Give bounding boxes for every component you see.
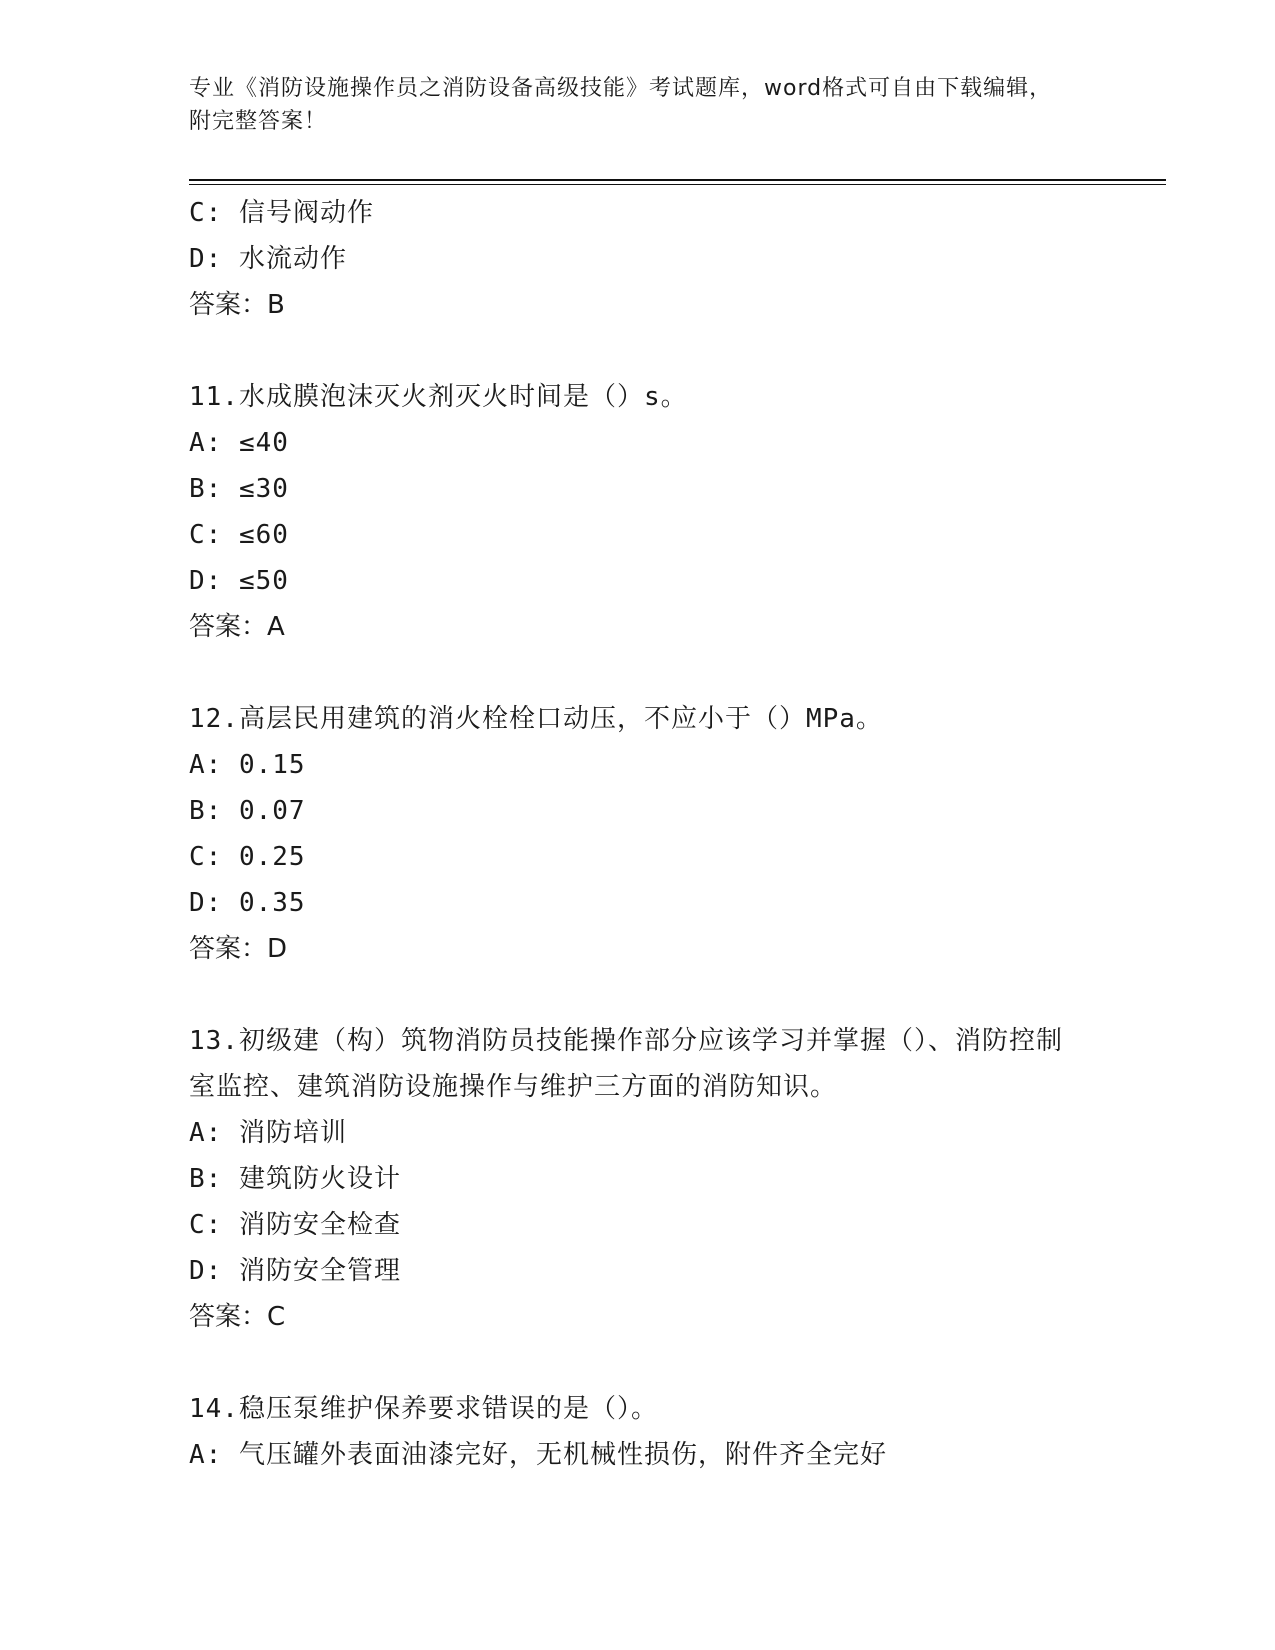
option-d: D: 0.35 bbox=[189, 888, 306, 918]
spacer bbox=[189, 328, 1089, 374]
option-a: A: ≤40 bbox=[189, 428, 289, 458]
answer-line: 答案：C bbox=[189, 1302, 286, 1332]
spacer bbox=[189, 972, 1089, 1018]
question-stem: 11.水成膜泡沫灭火剂灭火时间是（）s。 bbox=[189, 382, 688, 412]
question-list bbox=[189, 190, 1089, 1478]
header-divider-thick bbox=[189, 179, 1166, 181]
answer-line: 答案：B bbox=[189, 290, 285, 320]
option-d: D: 消防安全管理 bbox=[189, 1256, 401, 1286]
question-stem: 13.初级建（构）筑物消防员技能操作部分应该学习并掌握（）、消防控制室监控、建筑消防设施操作与维护三方面的消防知识。 bbox=[189, 1026, 1063, 1102]
question-stem: 12.高层民用建筑的消火栓栓口动压，不应小于（）MPa。 bbox=[189, 704, 883, 734]
option-d: D: ≤50 bbox=[189, 566, 289, 596]
question-stem: 14.稳压泵维护保养要求错误的是（）。 bbox=[189, 1394, 658, 1424]
answer-line: 答案：A bbox=[189, 612, 285, 642]
header-divider-thin bbox=[189, 184, 1166, 185]
option-a: A: 0.15 bbox=[189, 750, 306, 780]
option-b: B: 0.07 bbox=[189, 796, 306, 826]
spacer bbox=[189, 650, 1089, 696]
option-a: A: 消防培训 bbox=[189, 1118, 347, 1148]
spacer bbox=[189, 1340, 1089, 1386]
option-c: C: 0.25 bbox=[189, 842, 306, 872]
option-d: D: 水流动作 bbox=[189, 244, 347, 274]
option-a: A: 气压罐外表面油漆完好，无机械性损伤，附件齐全完好 bbox=[189, 1440, 887, 1470]
answer-line: 答案：D bbox=[189, 934, 288, 964]
option-c: C: 消防安全检查 bbox=[189, 1210, 401, 1240]
option-b: B: ≤30 bbox=[189, 474, 289, 504]
option-c: C: 信号阀动作 bbox=[189, 198, 374, 228]
option-b: B: 建筑防火设计 bbox=[189, 1164, 401, 1194]
option-c: C: ≤60 bbox=[189, 520, 289, 550]
document-header: 专业《消防设施操作员之消防设备高级技能》考试题库，word格式可自由下载编辑，附完整答案！ bbox=[189, 76, 1053, 134]
